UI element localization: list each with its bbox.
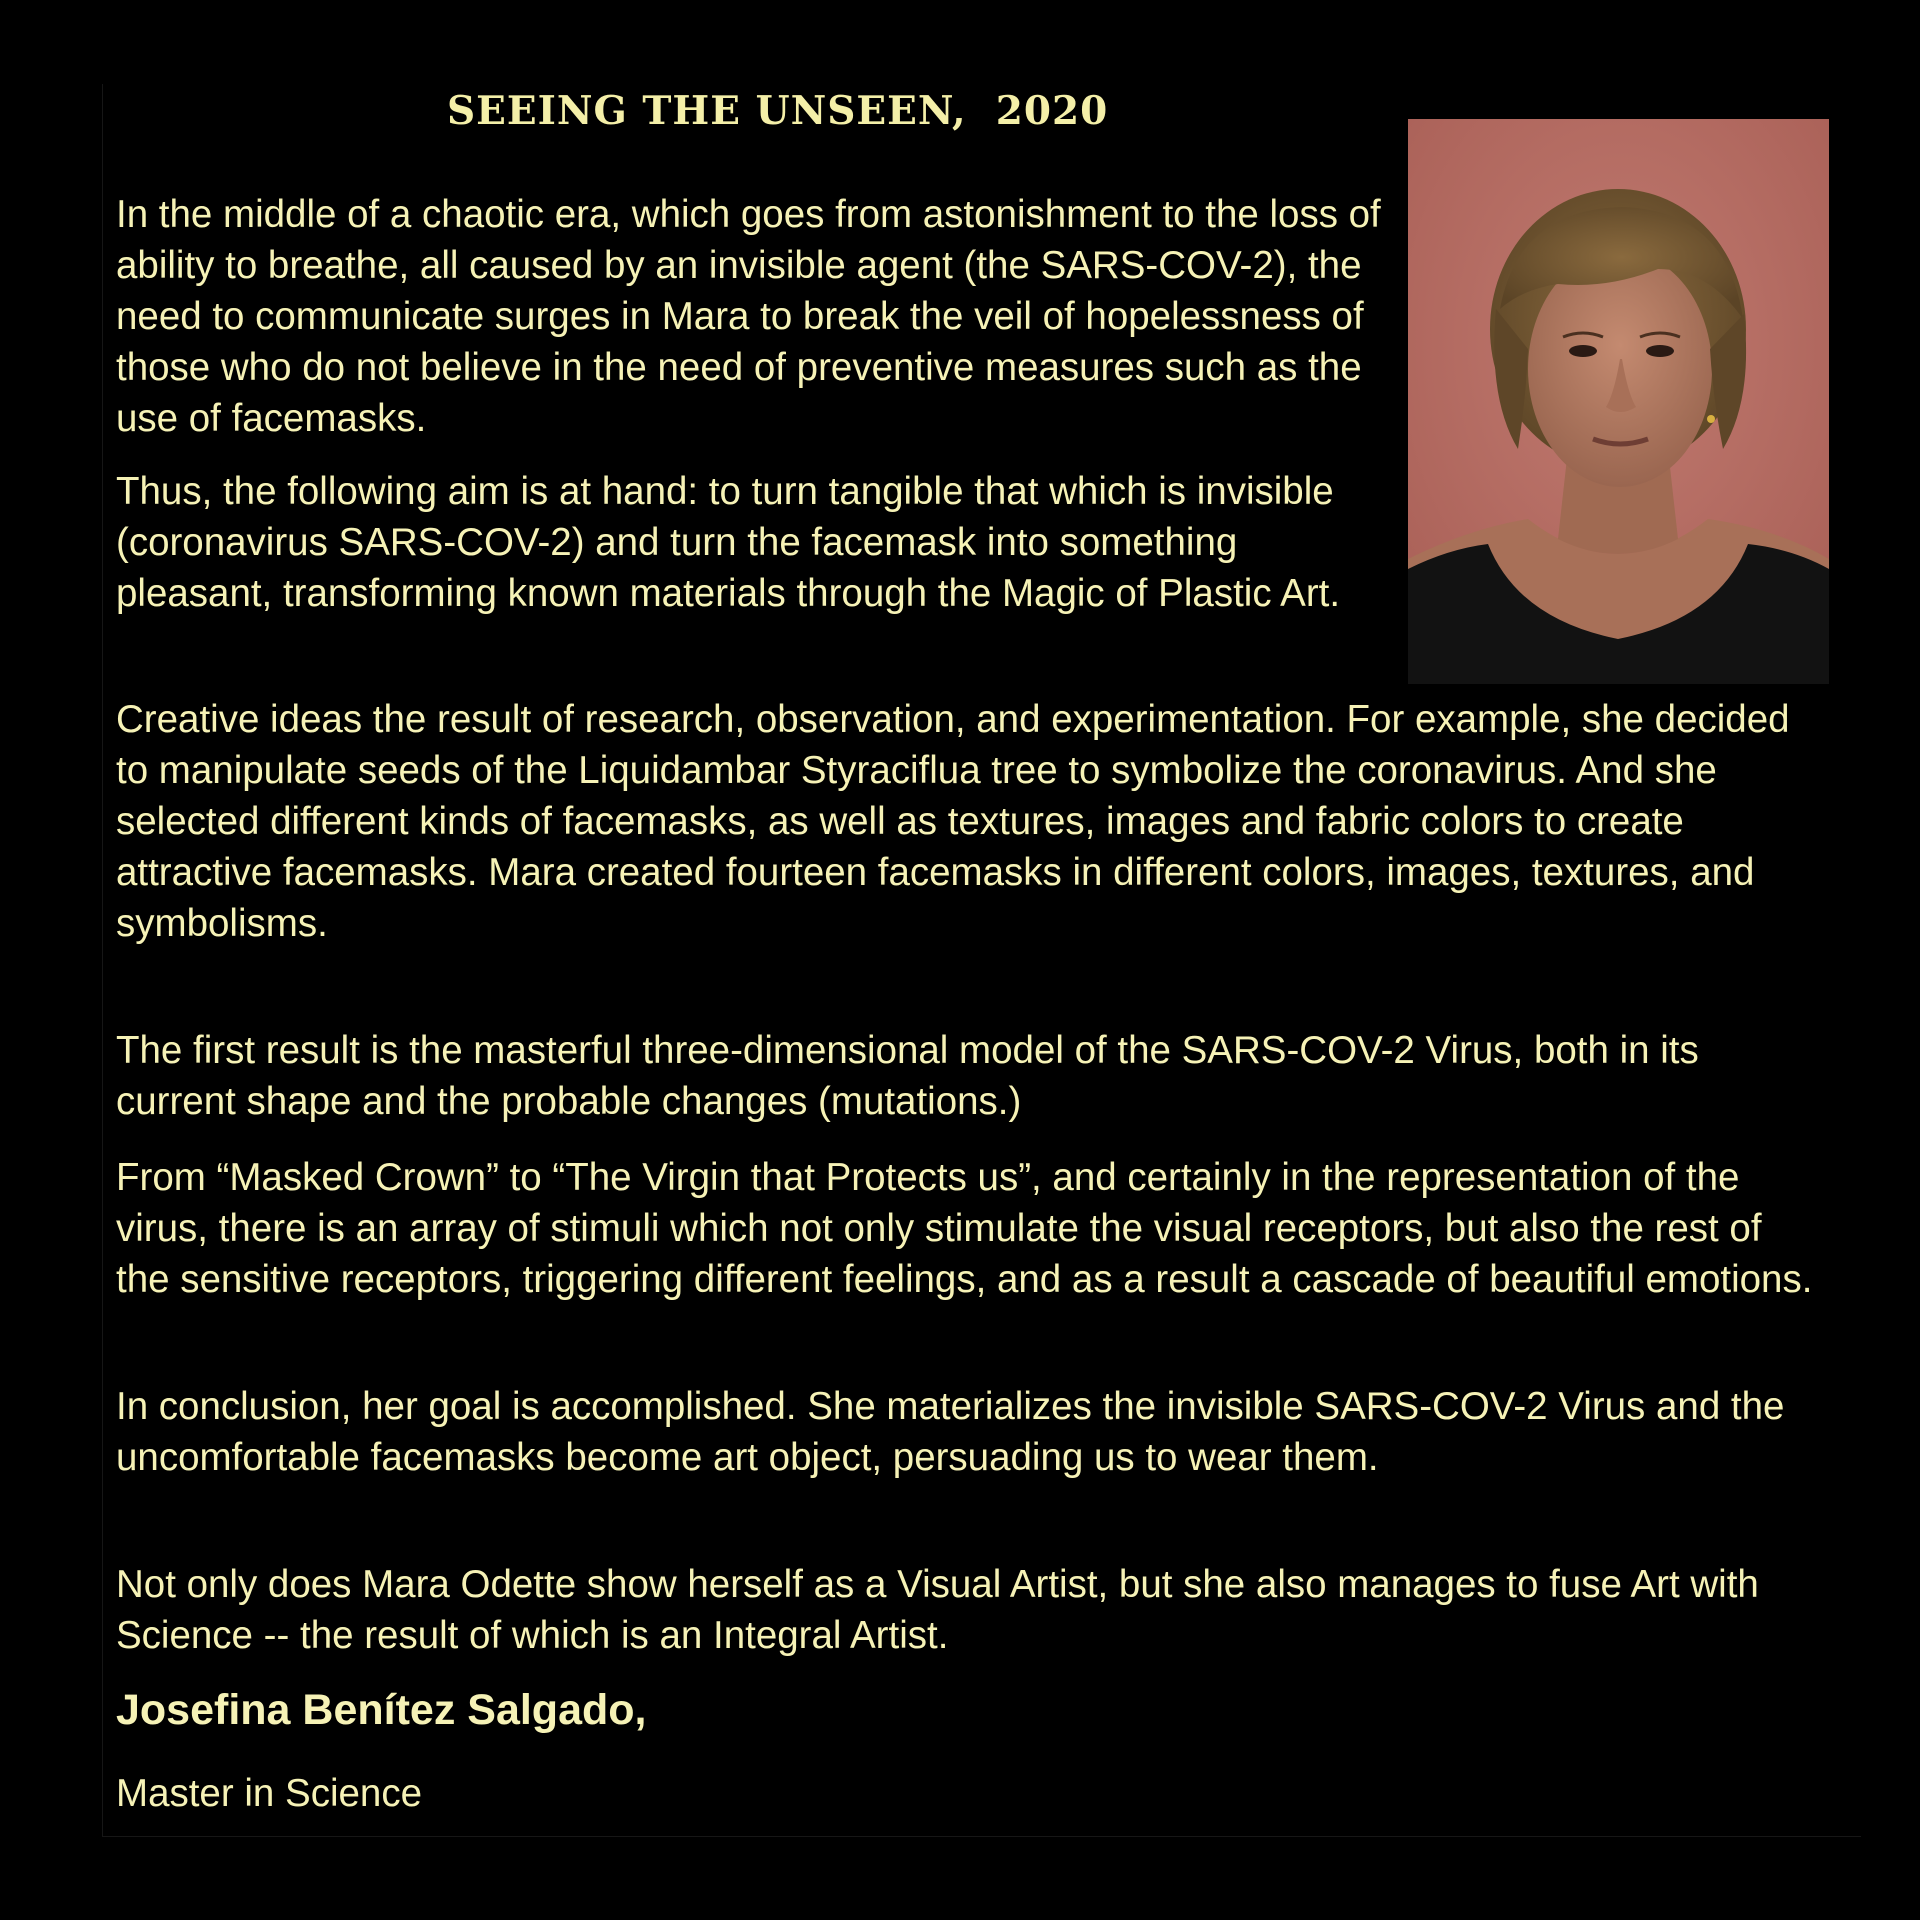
paragraph-creative-ideas: Creative ideas the result of research, observation, and experimentation. For example, she decided to manipulate seeds of the Liquidambar Styraciflua tree to symbolize the coronavirus. And she selected different kinds of facemasks, as well as textures, images and fabric colors to create attractive facemasks. Mara created fourteen facemasks in different colors, images, textures, and symbolisms. [116, 698, 1790, 945]
author-signature: Josefina Benítez Salgado, [116, 1686, 647, 1734]
paragraph-intro: In the middle of a chaotic era, which goes from astonishment to the loss of ability to breathe, all caused by an invisible agent (the SARS-COV-2), the need to communicate surges in Mara to break the veil of hopelessness of those who do not believe in the need of preventive measures such as the use of facemasks. [116, 193, 1381, 440]
paragraph-conclusion: In conclusion, her goal is accomplished. She materializes the invisible SARS-COV-2 Virus and the uncomfortable facemasks become art object, persuading us to wear them. [116, 1385, 1785, 1479]
paragraph-first-result: The first result is the masterful three-dimensional model of the SARS-COV-2 Virus, both in its current shape and the probable changes (mutations.) [116, 1029, 1699, 1123]
paragraph-integral-artist: Not only does Mara Odette show herself as a Visual Artist, but she also manages to fuse Art with Science -- the result of which is an Integral Artist. [116, 1563, 1759, 1657]
paragraph-aim: Thus, the following aim is at hand: to turn tangible that which is invisible (coronavirus SARS-COV-2) and turn the facemask into something pleasant, transforming known materials through the Magic of Plastic Art. [116, 470, 1341, 615]
document-title: SEEING THE UNSEEN, 2020 [447, 88, 1109, 134]
author-credential: Master in Science [116, 1772, 422, 1815]
portrait-illustration [1408, 119, 1829, 684]
author-portrait-photo [1408, 119, 1829, 684]
paragraph-masked-crown: From “Masked Crown” to “The Virgin that Protects us”, and certainly in the representation of the virus, there is an array of stimuli which not only stimulate the visual receptors, but also the rest of the sensitive receptors, triggering different feelings, and as a result a cascade of beautiful emotions. [116, 1156, 1813, 1301]
